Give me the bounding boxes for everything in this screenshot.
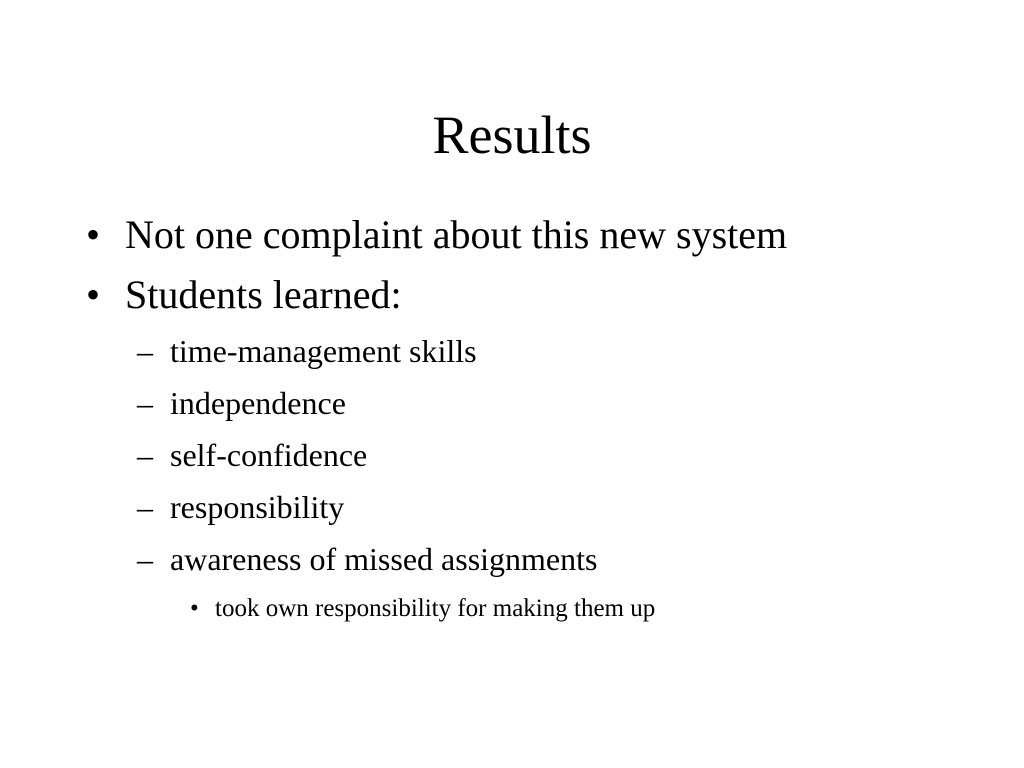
sub-bullet-item: awareness of missed assignments	[170, 541, 598, 577]
bullet-marker: •	[190, 595, 199, 622]
dash-marker: –	[137, 541, 153, 577]
dash-marker: –	[137, 489, 153, 525]
bullet-marker: •	[86, 272, 101, 317]
sub-bullet-item: time-management skills	[170, 333, 477, 369]
sub-bullet-item: responsibility	[170, 489, 345, 525]
sub-bullet-item: self-confidence	[170, 437, 368, 473]
slide-title: Results	[432, 105, 592, 165]
sub-sub-bullet-item: took own responsibility for making them up	[215, 595, 656, 622]
bullet-item: Not one complaint about this new system	[125, 212, 788, 257]
sub-bullet-item: independence	[170, 385, 346, 421]
dash-marker: –	[137, 333, 153, 369]
dash-marker: –	[137, 437, 153, 473]
bullet-item: Students learned:	[125, 272, 402, 317]
bullet-marker: •	[86, 212, 101, 257]
dash-marker: –	[137, 385, 153, 421]
